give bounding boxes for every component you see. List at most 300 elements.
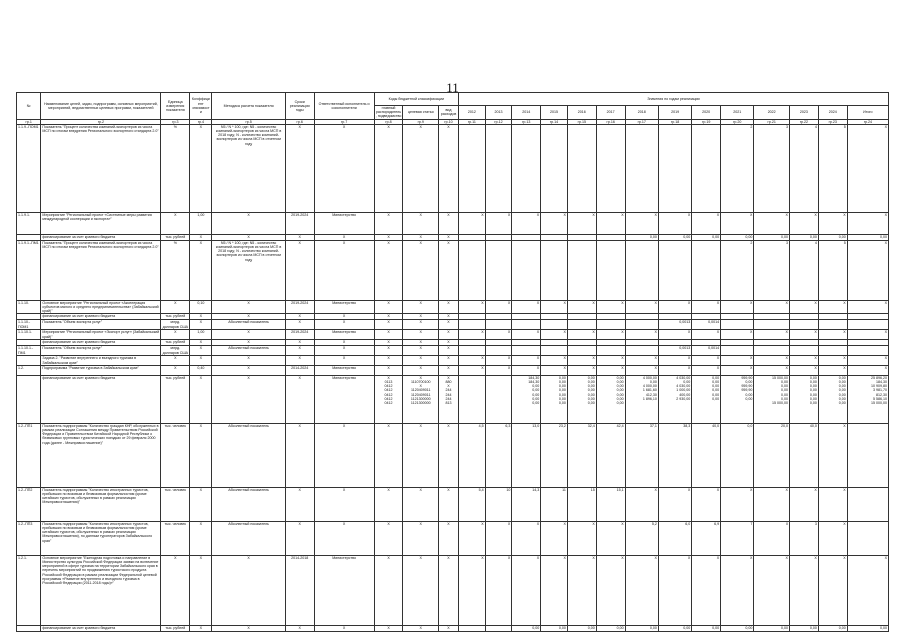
col-num: №	[17, 93, 41, 120]
table-cell	[512, 240, 541, 300]
table-cell: Абсолютный показатель	[212, 320, 285, 330]
table-cell: Показатель подпрограммы "Количество иностранных туристов, прибывших по визовым и безвизовым формальностям (кроме китайских туристов, обслуженных в рамках реализации Межправсоглашения), по данным туроператоров Забайкальского края"	[41, 521, 161, 555]
table-cell: 1.2.-ПП2	[17, 487, 41, 521]
table-cell	[459, 320, 486, 330]
col-unit: Единица измерения показателя	[161, 93, 190, 120]
table-cell: Х	[285, 234, 314, 240]
table-cell: Х	[314, 487, 374, 521]
table-cell: Х	[212, 356, 285, 365]
table-cell	[17, 375, 41, 423]
table-cell: Х	[721, 300, 754, 314]
col-cs: целевая статья	[403, 106, 439, 120]
table-row	[17, 330, 889, 340]
table-cell: Х	[485, 365, 512, 375]
table-cell: Х	[285, 356, 314, 365]
col-number-cell: гр.14	[541, 119, 568, 124]
table-cell: Х	[658, 212, 691, 234]
table-cell: Х	[374, 487, 403, 521]
col-number-cell: гр.13	[512, 119, 541, 124]
table-cell: Х	[190, 340, 212, 346]
table-cell: Х	[439, 212, 459, 234]
col-number-cell: гр.3	[161, 119, 190, 124]
table-cell: 1.2.-ПП1	[17, 423, 41, 487]
table-cell: 184,30 184,30 0,00 0,00 0,00 0,00 0,00	[512, 375, 541, 423]
table-cell: 15 000,00 0,00 0,00 0,00 0,00 0,00 15 000,00	[754, 375, 790, 423]
table-cell: Х	[541, 212, 568, 234]
table-cell: Х	[485, 212, 512, 234]
table-cell: 0,0	[721, 423, 754, 487]
table-cell: Х	[161, 356, 190, 365]
table-cell: Х	[403, 346, 439, 356]
table-cell: Х	[658, 555, 691, 625]
table-cell: 2014-2018	[285, 555, 314, 625]
table-cell: 0,00 0,00 0,00 0,00 0,00 0,00 0,00	[596, 375, 625, 423]
table-cell: Х	[403, 212, 439, 234]
col-number-cell: гр.21	[754, 119, 790, 124]
table-cell: Х	[596, 555, 625, 625]
table-cell: Х	[847, 212, 888, 234]
table-cell: Х	[190, 240, 212, 300]
table-cell: Показатель "Процент количества компаний-экспортеров из числа МСП по итогам внедрения Регионального экспортного стандарта 2.0"	[41, 124, 161, 212]
table-cell: Министерство	[314, 300, 374, 314]
table-cell: Х	[847, 124, 888, 212]
table-cell	[847, 423, 888, 487]
table-cell	[818, 346, 847, 356]
table-cell: 25 896,20 184,30 10 909,80 3 981,70 812,30 5 586,10 15 000,00	[847, 375, 888, 423]
table-row	[17, 124, 889, 212]
table-cell: тыс. рублей	[161, 375, 190, 423]
table-cell: Х	[567, 212, 596, 234]
table-cell: 0,00	[754, 625, 790, 631]
table-cell: Х	[403, 124, 439, 212]
col-year: 2023	[789, 106, 818, 120]
table-cell	[512, 320, 541, 330]
table-cell: Х	[512, 521, 541, 555]
table-cell: Х	[212, 314, 285, 320]
table-cell: Х	[789, 487, 818, 521]
table-cell: тыс. рублей	[161, 314, 190, 320]
table-cell: Х	[625, 487, 658, 521]
table-cell: Х	[512, 212, 541, 234]
table-row	[17, 521, 889, 555]
table-cell: 15,1	[596, 487, 625, 521]
table-cell	[485, 625, 512, 631]
table-cell: Х	[754, 330, 790, 340]
table-cell: 0,00	[692, 234, 721, 240]
table-cell: Х	[847, 555, 888, 625]
table-cell: Х	[754, 212, 790, 234]
table-cell: Х	[789, 365, 818, 375]
col-number-cell: гр.5	[212, 119, 285, 124]
table-cell: Х	[403, 330, 439, 340]
table-cell: Х	[721, 487, 754, 521]
table-cell: Х	[485, 356, 512, 365]
table-cell: Х	[212, 234, 285, 240]
table-cell: 2	[721, 240, 754, 300]
table-cell: Х	[625, 212, 658, 234]
table-cell: Х	[439, 330, 459, 340]
table-cell: Х	[190, 487, 212, 521]
table-cell: Показатель "Объем экспорта услуг"	[41, 320, 161, 330]
table-cell	[567, 240, 596, 300]
table-cell: Х	[818, 487, 847, 521]
table-cell: Х	[439, 521, 459, 555]
table-cell: 0,00	[658, 625, 691, 631]
table-cell: Х	[459, 356, 486, 365]
col-number-cell: гр.1	[17, 119, 41, 124]
table-cell: Х	[403, 365, 439, 375]
table-cell	[625, 240, 658, 300]
table-cell: %	[161, 124, 190, 212]
col-number-cell: гр.12	[485, 119, 512, 124]
table-cell: Х	[285, 521, 314, 555]
table-cell	[658, 240, 691, 300]
table-cell	[596, 346, 625, 356]
table-cell	[847, 521, 888, 555]
table-cell	[541, 240, 568, 300]
table-cell: финансирование за счет краевого бюджета	[41, 314, 161, 320]
col-number-cell: гр.4	[190, 119, 212, 124]
table-cell	[721, 320, 754, 330]
table-cell	[541, 124, 568, 212]
table-cell: Х	[374, 300, 403, 314]
program-indicators-table	[16, 92, 889, 632]
table-row	[17, 300, 889, 314]
table-cell: 4	[789, 124, 818, 212]
table-cell: Показатель "Процент количества компаний-экспортеров из числа МСП по итогам внедрения Регионального экспортного стандарта 2.0"	[41, 240, 161, 300]
table-cell: 0,0014	[692, 320, 721, 330]
table-cell: Х	[190, 423, 212, 487]
table-cell: Х	[403, 423, 439, 487]
table-cell: Х	[818, 356, 847, 365]
table-cell: Х	[439, 625, 459, 631]
table-cell: Х	[625, 330, 658, 340]
table-cell: Х	[541, 555, 568, 625]
table-cell: Х	[541, 300, 568, 314]
table-cell: Х 880 Х 244 244 244 813	[439, 375, 459, 423]
table-cell: Х	[567, 521, 596, 555]
col-number-cell: гр.7	[314, 119, 374, 124]
table-cell: 5	[818, 124, 847, 212]
table-cell: 11	[541, 487, 568, 521]
table-cell: Х	[285, 340, 314, 346]
table-cell	[625, 320, 658, 330]
table-cell: Х	[314, 346, 374, 356]
table-cell: Х	[847, 330, 888, 340]
col-number-cell: гр.9	[403, 119, 439, 124]
table-cell: Х	[285, 240, 314, 300]
table-cell: Х	[485, 521, 512, 555]
col-number-cell: гр.10	[439, 119, 459, 124]
table-cell: Х	[658, 365, 691, 375]
table-cell: Основное мероприятие "Ежегодная подготовка и направление в Министерство культуры Российской Федерации заявки на включение мероприятий в сфере туризма на территории Забайкальского края в перечень мероприятий по продвижению туристского продукта Российской Федерации в рамках реализации Федеральной целевой программы «Развитие внутреннего и въездного туризма в Российской Федерации (2011-2018 годы)»"	[41, 555, 161, 625]
col-number-cell: гр.17	[625, 119, 658, 124]
table-cell	[789, 346, 818, 356]
table-cell: Министерство	[314, 365, 374, 375]
table-cell: 32,4	[567, 423, 596, 487]
table-cell: Х	[403, 521, 439, 555]
table-cell: Х	[374, 314, 403, 320]
table-cell	[754, 320, 790, 330]
table-cell: 15	[567, 487, 596, 521]
table-cell: Основное мероприятие "Региональный проект «Акселерация субъектов малого и среднего предпринимательства» (Забайкальский край)"	[41, 300, 161, 314]
table-cell: 0,00	[847, 234, 888, 240]
table-cell: Х 0113 0412 0412 0412 0412 0412	[374, 375, 403, 423]
table-cell: Х	[485, 555, 512, 625]
table-cell: 0,00 0,00 0,00 0,00 0,00 0,00	[692, 375, 721, 423]
table-cell: Х	[754, 365, 790, 375]
table-cell: Х 1110700100 Х 1120409011 1120409011 1121300000 1121300000	[403, 375, 439, 423]
program-table-wrapper	[16, 92, 889, 632]
table-cell: Х	[847, 300, 888, 314]
table-cell: Х	[818, 330, 847, 340]
table-cell: Х	[625, 356, 658, 365]
table-cell: Х	[314, 423, 374, 487]
table-cell: 5	[818, 240, 847, 300]
table-cell	[596, 240, 625, 300]
table-cell: 1.1.10.	[17, 300, 41, 314]
table-cell: 4,5	[459, 423, 486, 487]
table-cell: Министерство	[314, 375, 374, 423]
table-cell: Х	[818, 423, 847, 487]
table-cell: Х	[658, 356, 691, 365]
table-cell: Х	[692, 356, 721, 365]
col-number-cell: гр.11	[459, 119, 486, 124]
table-cell: тыс. человек	[161, 487, 190, 521]
col-year: 2020	[692, 106, 721, 120]
table-cell: 0,0013	[658, 320, 691, 330]
table-cell: Х	[541, 356, 568, 365]
table-cell: 2019-2024	[285, 330, 314, 340]
table-cell: Х	[403, 234, 439, 240]
table-cell: Х	[439, 555, 459, 625]
table-cell: 1.1.10.1.-ПМ1	[17, 346, 41, 356]
table-cell: Х	[658, 300, 691, 314]
table-cell: 0,00	[789, 234, 818, 240]
col-year: 2024	[818, 106, 847, 120]
table-cell: Х	[459, 365, 486, 375]
table-cell: Х	[190, 124, 212, 212]
table-cell: Х	[314, 521, 374, 555]
table-cell: млрд. долларов США	[162, 320, 189, 329]
table-cell: Х	[692, 487, 721, 521]
table-cell: 0,0014	[692, 346, 721, 356]
table-cell: Показатель подпрограммы "Количество граждан КНР, обслуженных в рамках реализации Соглашения между Правительством Российской Федерации и Правительством Китайской Народной Республики о безвизовых групповых туристических поездках от 29 февраля 2000 года (далее - Межправсоглашение)"	[41, 423, 161, 487]
table-cell: финансирование за счет краевого бюджета	[41, 375, 161, 423]
table-cell	[692, 124, 721, 212]
table-cell: Х	[818, 555, 847, 625]
table-cell: Х	[847, 240, 888, 300]
table-cell	[541, 346, 568, 356]
col-vr: вид расходов	[439, 106, 459, 120]
table-cell: 3	[754, 124, 790, 212]
table-cell	[596, 320, 625, 330]
table-cell: Х	[439, 365, 459, 375]
table-cell: Х	[692, 555, 721, 625]
table-cell	[596, 124, 625, 212]
table-cell: Х	[403, 487, 439, 521]
table-cell: 0	[754, 521, 790, 555]
table-cell	[485, 375, 512, 423]
table-cell: Х	[439, 346, 459, 356]
table-cell: Показатель "Объем экспорта услуг"	[41, 346, 161, 356]
col-number-cell: гр.2	[41, 119, 161, 124]
table-cell: Х	[285, 320, 314, 330]
table-cell: тыс. рублей	[161, 625, 190, 631]
table-cell: 0,0013	[658, 346, 691, 356]
table-cell: 1.1.9.1.	[17, 212, 41, 234]
table-cell: Х	[190, 375, 212, 423]
table-cell: Х	[567, 555, 596, 625]
table-cell: Х	[403, 320, 439, 330]
table-cell: 0,00	[658, 234, 691, 240]
table-cell: Х	[439, 423, 459, 487]
table-cell: Х	[692, 330, 721, 340]
table-cell	[625, 124, 658, 212]
col-number-cell: гр.16	[596, 119, 625, 124]
table-cell: Подпрограмма "Развитие туризма в Забайкальском крае"	[41, 365, 161, 375]
table-cell: Х	[754, 356, 790, 365]
table-cell: Х	[567, 356, 596, 365]
table-cell: Х	[285, 423, 314, 487]
col-total: Итого	[847, 106, 888, 120]
table-cell	[459, 346, 486, 356]
table-cell: Х	[721, 212, 754, 234]
table-cell: Х	[403, 340, 439, 346]
table-cell: Х	[439, 124, 459, 212]
table-cell: Х	[314, 124, 374, 212]
table-cell: 38,3	[658, 423, 691, 487]
table-cell: Х	[818, 521, 847, 555]
table-cell: Х	[314, 356, 374, 365]
table-row	[17, 212, 889, 234]
table-cell: Х	[374, 320, 403, 330]
col-responsible: Ответственный исполнитель и соисполнители	[314, 93, 374, 120]
table-cell: Х	[374, 423, 403, 487]
table-cell	[485, 240, 512, 300]
table-cell: 0,00	[754, 234, 790, 240]
table-cell: N5 / N * 100, где: N5 - количество компаний-экспортеров из числа МСП в 2018 году; N - количество компаний-экспортеров из числа МСП в отчетном году	[212, 124, 285, 212]
table-cell: Х	[161, 300, 190, 314]
table-row	[17, 365, 889, 375]
table-cell: 20,0	[754, 423, 790, 487]
table-cell: Х	[459, 330, 486, 340]
table-cell: 4 030,00 0,00 4 030,00 1 000,00 400,00 2 930,00	[658, 375, 691, 423]
table-cell: Х	[459, 521, 486, 555]
table-cell: Х	[374, 124, 403, 212]
table-cell: Х	[459, 555, 486, 625]
table-cell	[567, 320, 596, 330]
table-cell: 0,00 0,00 0,00 0,00 0,00 0,00 0,00	[541, 375, 568, 423]
table-row	[17, 356, 889, 365]
table-cell: 6,0	[658, 521, 691, 555]
table-cell: 37,1	[625, 423, 658, 487]
table-cell: Х	[439, 340, 459, 346]
table-cell: Х	[692, 212, 721, 234]
page-number: 11	[446, 80, 459, 95]
col-year: 2022	[754, 106, 790, 120]
table-cell: 7	[721, 521, 754, 555]
table-cell: Х	[596, 300, 625, 314]
table-cell: Х	[374, 555, 403, 625]
table-cell: Х	[596, 356, 625, 365]
table-cell: Х	[403, 555, 439, 625]
col-grbs: главный распорядитель, подведомство	[375, 106, 402, 119]
table-cell: Х	[847, 365, 888, 375]
table-cell: 14,3	[512, 487, 541, 521]
table-cell: Х	[403, 300, 439, 314]
table-cell: 40,0	[692, 423, 721, 487]
table-cell: Х	[403, 625, 439, 631]
table-cell: Х	[439, 356, 459, 365]
table-cell: Х	[485, 330, 512, 340]
table-cell: Х	[754, 300, 790, 314]
table-cell: Министерство	[314, 212, 374, 234]
table-cell: Х	[692, 300, 721, 314]
col-coef: Коэффициент значимости	[190, 93, 212, 120]
table-cell	[658, 124, 691, 212]
table-cell: Х	[374, 212, 403, 234]
table-cell: Х	[212, 625, 285, 631]
table-cell: Х	[439, 234, 459, 240]
col-year: 2019	[658, 106, 691, 120]
table-cell: 40,0	[789, 423, 818, 487]
table-cell: тыс. человек	[161, 521, 190, 555]
table-cell: тыс. рублей	[161, 340, 190, 346]
col-number-cell: гр.6	[285, 119, 314, 124]
table-cell: Х	[285, 625, 314, 631]
table-cell: Х	[212, 300, 285, 314]
table-cell: 3	[754, 240, 790, 300]
table-cell	[459, 240, 486, 300]
table-cell: Х	[374, 240, 403, 300]
table-cell	[17, 625, 41, 631]
table-cell: Х	[658, 487, 691, 521]
table-cell: 0,00 0,00 0,00 0,00 0,00 0,00 0,00	[789, 375, 818, 423]
table-cell: Министерство	[314, 555, 374, 625]
table-cell: 6,3	[485, 423, 512, 487]
table-cell: Х	[314, 314, 374, 320]
table-cell: Х	[789, 356, 818, 365]
table-cell: 1.1.9.1.-ПМ1	[17, 240, 41, 300]
table-cell: Х	[459, 300, 486, 314]
table-cell: 23,2	[541, 423, 568, 487]
table-cell: Х	[818, 365, 847, 375]
table-cell: Задача 2. "Развитие внутреннего и въездного туризма в Забайкальском крае"	[41, 356, 161, 365]
table-row	[17, 423, 889, 487]
table-cell: Х	[190, 356, 212, 365]
table-cell: Х	[789, 555, 818, 625]
table-cell: Х	[596, 212, 625, 234]
col-number-cell: гр.8	[374, 119, 403, 124]
col-number-cell: гр.19	[692, 119, 721, 124]
table-cell: Х	[161, 330, 190, 340]
table-cell	[459, 124, 486, 212]
col-year: 2012	[459, 106, 486, 120]
table-cell: Х	[403, 356, 439, 365]
table-cell: 959,90 0,00 959,90 959,90 0,00 0,00	[721, 375, 754, 423]
col-year: 2016	[567, 106, 596, 120]
table-cell: 0,00	[818, 234, 847, 240]
table-cell: 1.1.10.-ПОМ1	[17, 320, 41, 330]
table-cell: Х	[285, 375, 314, 423]
table-cell: Показатель подпрограммы "Количество иностранных туристов, прибывших по визовым и безвизовым формальностям (кроме китайских туристов, обслуженных в рамках реализации Межправсоглашения)"	[41, 487, 161, 521]
table-cell: Х	[190, 555, 212, 625]
table-cell: Х	[596, 365, 625, 375]
table-cell: Х	[212, 555, 285, 625]
table-cell: Мероприятие "Региональный проект «Экспорт услуг» (Забайкальский край)"	[42, 330, 160, 339]
table-cell	[459, 625, 486, 631]
